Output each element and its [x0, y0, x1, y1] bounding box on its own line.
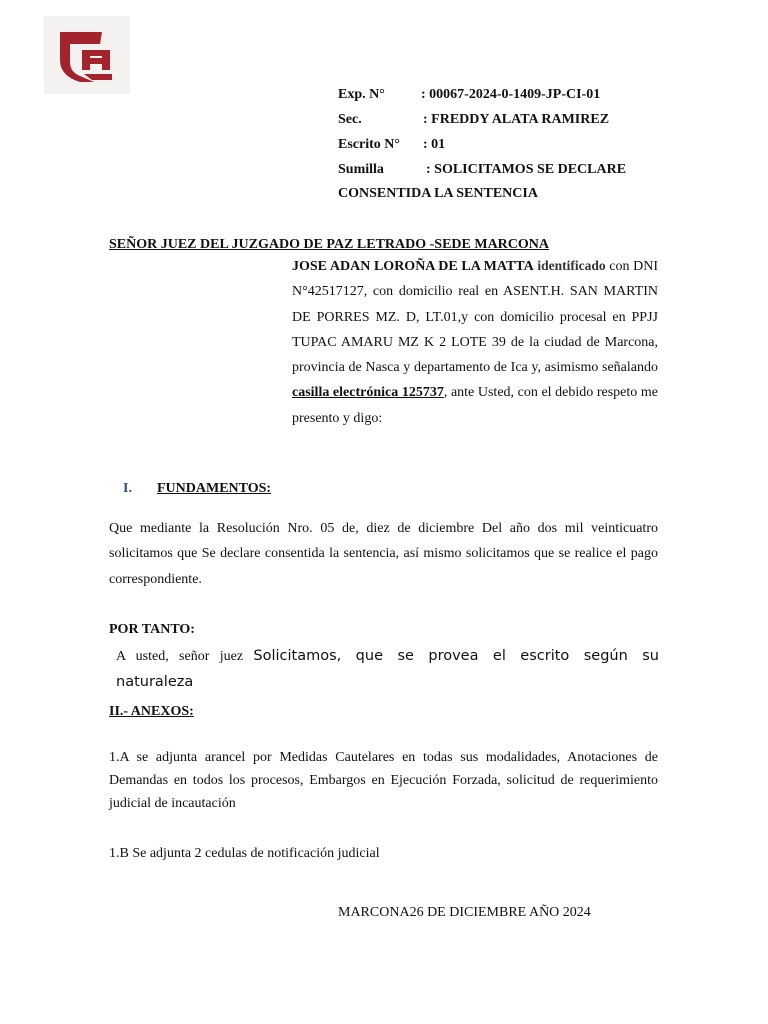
- sec-line: [338, 110, 610, 130]
- escrito-value: : 01: [423, 137, 446, 152]
- escrito-label: Escrito N°: [338, 137, 400, 152]
- anexo-item-b: 1.B Se adjunta 2 cedulas de notificación judicial: [109, 846, 380, 861]
- exp-value: : 00067-2024-0-1409-JP-CI-01: [421, 87, 601, 102]
- por-tanto-heading: POR TANTO:: [109, 622, 195, 637]
- anexo-item-a: 1.A se adjunta arancel por Medidas Cautelares en todas sus modalidades, Anotaciones de Demandas en todos los procesos, Embargos en Ejecución Forzada, solicitud de requerimiento judicial de incautación: [109, 750, 658, 811]
- petitioner-name: JOSE ADAN LOROÑA DE LA MATTA: [292, 259, 534, 274]
- por-tanto-request: [116, 643, 659, 695]
- sumilla-value: : SOLICITAMOS SE DECLARE: [426, 162, 627, 177]
- sec-value: : FREDDY ALATA RAMIREZ: [423, 112, 610, 127]
- sec-label: Sec.: [338, 112, 362, 127]
- sumilla-line: [338, 160, 627, 180]
- exp-label: Exp. N°: [338, 87, 385, 102]
- sumilla-label: Sumilla: [338, 162, 384, 177]
- firm-logo: [44, 16, 130, 94]
- sumilla-continuation: CONSENTIDA LA SENTENCIA: [338, 186, 538, 201]
- closing-date: MARCONA26 DE DICIEMBRE AÑO 2024: [338, 905, 591, 920]
- section-number: I.: [123, 481, 132, 496]
- intro-paragraph: [292, 253, 658, 431]
- casilla-electronica: casilla electrónica 125737: [292, 385, 444, 401]
- por-tanto-solicitud: Solicitamos, que se provea el escrito según su naturaleza: [116, 648, 659, 690]
- addressee-heading: SEÑOR JUEZ DEL JUZGADO DE PAZ LETRADO -SEDE MARCONA: [109, 237, 550, 252]
- intro-body-1: con DNI N°42517127, con domicilio real en ASENT.H. SAN MARTIN DE PORRES MZ. D, LT.01,y con domicilio procesal en PPJJ TUPAC AMARU MZ K 2 LOTE 39 de la ciudad de Marcona, provincia de Nasca y departamento de Ica y, asimismo señalando: [292, 259, 659, 376]
- section-title: FUNDAMENTOS:: [157, 481, 272, 496]
- escrito-line: [338, 135, 446, 155]
- intro-body-2: , ante Usted, con el debido respeto me presento y digo:: [292, 385, 658, 426]
- anexos-heading: II.- ANEXOS:: [109, 704, 194, 719]
- fundamentos-text: Que mediante la Resolución Nro. 05 de, diez de diciembre Del año dos mil veinticuatro solicitamos que Se declare consentida la sentencia, así mismo solicitamos que se realice el pago correspondiente.: [109, 521, 658, 587]
- por-tanto-lead: A usted, señor juez: [116, 649, 254, 664]
- firm-logo-icon: [54, 26, 120, 86]
- identificado-text: identificado: [537, 258, 606, 273]
- exp-line: [338, 85, 601, 105]
